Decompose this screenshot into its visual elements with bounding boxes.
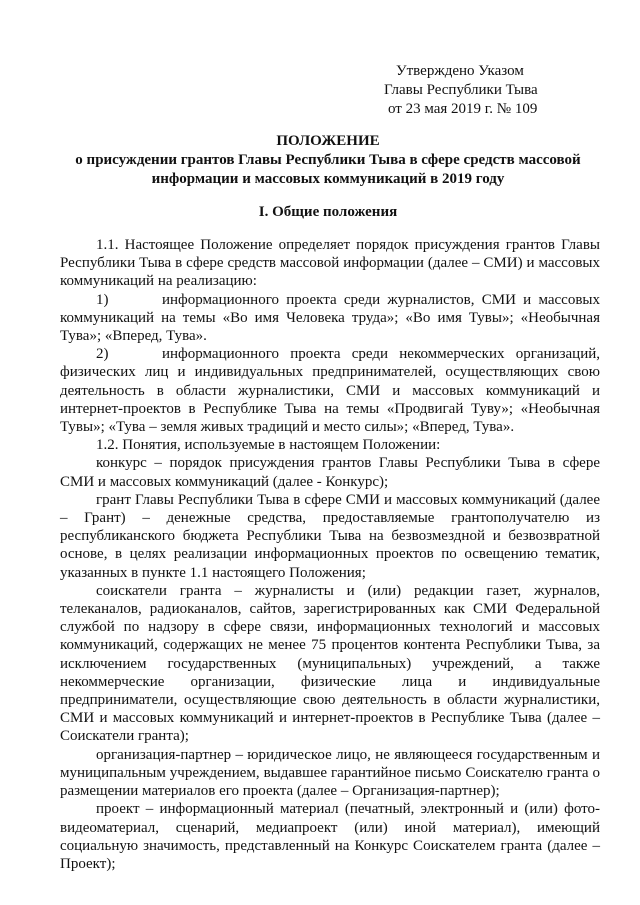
document-body (60, 236, 600, 873)
definition-soiskateli: соискатели гранта – журналисты и (или) редакции газет, журналов, телеканалов, радиоканалов, сайтов, зарегистрированных как СМИ Федеральной службой по надзору в сфере связи, информационных технологий и массовых коммуникаций, содержащих не менее 75 процентов контента Республики Тыва, за исключением государственных (муниципальных) учреждений, а также некоммерческие организации, физические лица и индивидуальные предприниматели, осуществляющие свою деятельность в области журналистики, СМИ и массовых коммуникаций и интернет-проектов в Республике Тыва (далее – Соискатели гранта); (60, 582, 600, 745)
paragraph-1-2: 1.2. Понятия, используемые в настоящем Положении: (96, 437, 441, 454)
list-item-1-number: 1) (96, 291, 109, 308)
definition-partner: организация-партнер – юридическое лицо, не являющееся государственным и муниципальным учреждением, выдавшее гарантийное письмо Соискателю гранта о размещении материалов его проекта (далее – Организация-партнер); (60, 746, 600, 800)
approval-stamp (384, 62, 584, 119)
section-title: I. Общие положения (258, 204, 398, 220)
document-subheading: о присуждении грантов Главы Республики Тыва в сфере средств массовой информации и массовых коммуникаций в 2019 году (75, 152, 581, 187)
list-item-1-text: информационного проекта среди журналистов, СМИ и массовых коммуникаций на темы «Во имя Человека труда»; «Во имя Тувы»; «Необычная Тува»; «Вперед, Тува». (60, 291, 600, 345)
list-item-1 (60, 291, 600, 346)
approval-line-1: Утверждено Указом (396, 63, 524, 79)
list-item-2 (60, 345, 600, 436)
document-title (60, 132, 596, 189)
approval-line-2: Главы Республики Тыва (384, 82, 538, 98)
paragraph-1-1: 1.1. Настоящее Положение определяет порядок присуждения грантов Главы Республики Тыва в сфере средств массовой информации (далее – СМИ) и массовых коммуникаций на реализацию: (60, 237, 600, 290)
definition-grant: грант Главы Республики Тыва в сфере СМИ и массовых коммуникаций (далее – Грант) – денежные средства, предоставляемые грантополучателю из республиканского бюджета Республики Тыва на безвозмездной и безвозвратной основе, в целях реализации информационных проектов по освещению тематик, указанных в пункте 1.1 настоящего Положения; (60, 491, 600, 581)
approval-line-3: от 23 мая 2019 г. № 109 (388, 101, 538, 117)
list-item-2-text: информационного проекта среди некоммерческих организаций, физических лиц и индивидуальных предпринимателей, осуществляющих свою деятельность в области журналистики, СМИ и массовых коммуникаций и интернет-проектов в Республике Тыва на темы «Продвигай Туву»; «Необычная Тувы»; «Тува – земля живых традиций и место силы»; «Вперед, Тува». (60, 346, 600, 436)
definition-proekt: проект – информационный материал (печатный, электронный и (или) фото-видеоматериал, сценарий, медиапроект (или) иной материал), имеющий социальную значимость, представленный на Конкурс Соискателем гранта (далее – Проект); (60, 801, 600, 872)
list-item-2-number: 2) (96, 346, 109, 363)
document-heading: ПОЛОЖЕНИЕ (276, 133, 380, 149)
definition-konkurs: конкурс – порядок присуждения грантов Главы Республики Тыва в сфере СМИ и массовых коммуникаций (далее - Конкурс); (60, 455, 600, 490)
